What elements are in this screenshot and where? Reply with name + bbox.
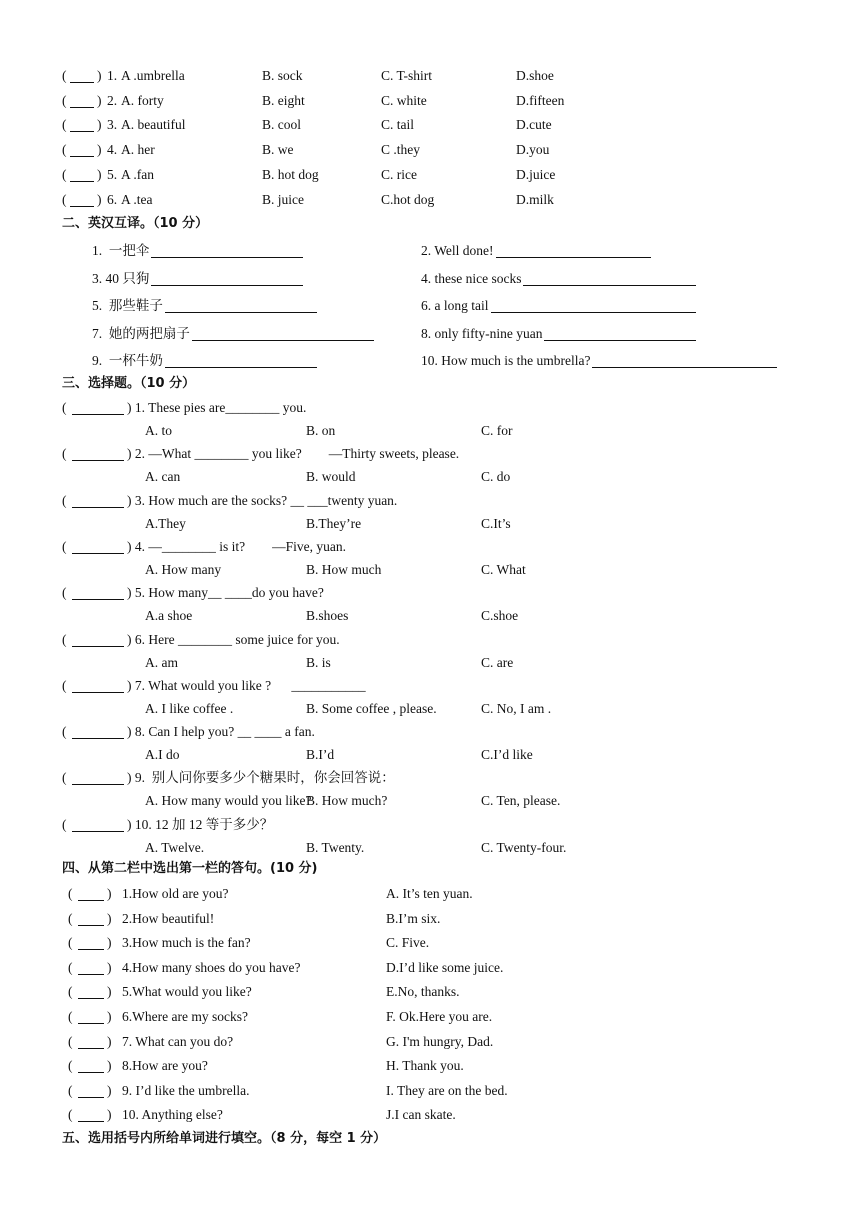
option-c: C.I’d like [481,747,533,762]
answer-bracket-open: ( [68,984,73,999]
answer-bracket-open: ( [62,539,67,554]
question: 3.How much is the fan? [122,935,251,950]
answer-bracket-close: ) [97,68,102,83]
answer-bracket-open: ( [68,960,73,975]
answer-bracket-close: ) [107,1034,112,1049]
answer-option: I. They are on the bed. [386,1083,508,1098]
answer-bracket-open: ( [68,1058,73,1073]
translation-prompt: 9. 一杯牛奶 [92,353,163,368]
option-c: C. do [481,469,511,484]
question-number: 6. [107,192,118,207]
option-b: B. sock [262,68,303,83]
translation-blank[interactable] [544,326,696,341]
answer-bracket-open: ( [62,167,67,182]
option-a: A. forty [121,93,164,108]
question-number: 2. [107,93,118,108]
answer-blank[interactable] [72,539,124,554]
translation-prompt: 10. How much is the umbrella? [421,353,591,368]
answer-bracket-open: ( [62,724,67,739]
answer-bracket-open: ( [62,493,67,508]
option-d: D.shoe [516,68,554,83]
option-a: A. to [145,423,172,438]
option-c: C. for [481,423,513,438]
answer-blank[interactable] [72,400,124,415]
option-c: C. Twenty-four. [481,840,567,855]
answer-blank[interactable] [70,68,94,83]
option-c: C. rice [381,167,417,182]
translation-prompt: 8. only fifty-nine yuan [421,326,543,341]
question-text: ) 8. Can I help you? __ ____ a fan. [127,724,315,739]
option-c: C. T-shirt [381,68,433,83]
option-a: A. beautiful [121,117,186,132]
option-a: A .tea [121,192,153,207]
answer-blank[interactable] [72,493,124,508]
question-text: ) 4. —________ is it? —Five, yuan. [127,539,346,554]
answer-bracket-close: ) [107,1083,112,1098]
option-b: B. How much [306,562,382,577]
answer-bracket-open: ( [68,886,73,901]
option-b: B.They’re [306,516,362,531]
answer-bracket-close: ) [97,192,102,207]
translation-prompt: 2. Well done! [421,243,494,258]
answer-blank[interactable] [78,935,104,950]
option-b: B. hot dog [262,167,319,182]
question-number: 1. [107,68,118,83]
option-a: A.I do [145,747,180,762]
option-a: A .umbrella [121,68,185,83]
translation-prompt: 3. 40 只狗 [92,271,150,286]
translation-blank[interactable] [151,271,303,286]
question: 6.Where are my socks? [122,1009,248,1024]
answer-blank[interactable] [70,192,94,207]
answer-bracket-open: ( [62,632,67,647]
section-2-title: 二、英汉互译。（10 分） [62,216,209,231]
answer-blank[interactable] [78,960,104,975]
answer-option: G. I'm hungry, Dad. [386,1034,494,1049]
option-b: B.I’d [306,747,335,762]
question-text: ) 10. 12 加 12 等于多少？ [127,817,274,832]
translation-blank[interactable] [192,326,374,341]
option-b: B.shoes [306,608,349,623]
option-d: D.fifteen [516,93,565,108]
option-c: C. tail [381,117,414,132]
answer-blank[interactable] [78,984,104,999]
translation-prompt: 6. a long tail [421,298,489,313]
answer-option: H. Thank you. [386,1058,464,1073]
question-text: ) 3. How much are the socks? __ ___twenty yuan. [127,493,398,508]
answer-option: J.I can skate. [386,1107,456,1122]
option-b: B. juice [262,192,304,207]
answer-bracket-open: ( [68,1009,73,1024]
translation-blank[interactable] [165,298,317,313]
section-5-title: 五、选用括号内所给单词进行填空。（8 分，每空 1 分） [62,1131,387,1146]
answer-bracket-open: ( [62,142,67,157]
option-a: A. How many would you like? [145,793,312,808]
option-c: C. Ten, please. [481,793,561,808]
question: 2.How beautiful! [122,911,215,926]
option-c: C. are [481,655,514,670]
question: 8.How are you? [122,1058,208,1073]
option-b: B. Twenty. [306,840,365,855]
answer-blank[interactable] [72,446,124,461]
question-text: ) 9. 别人问你要多少个糖果时，你会回答说： [127,770,395,785]
answer-bracket-close: ) [107,886,112,901]
answer-bracket-open: ( [62,400,67,415]
answer-blank[interactable] [78,1107,104,1122]
translation-blank[interactable] [491,298,696,313]
answer-blank[interactable] [72,817,124,832]
option-c: C.hot dog [381,192,435,207]
option-a: A.a shoe [145,608,193,623]
answer-blank[interactable] [78,1058,104,1073]
answer-bracket-open: ( [68,935,73,950]
answer-bracket-close: ) [97,93,102,108]
answer-bracket-close: ) [97,117,102,132]
answer-bracket-close: ) [107,960,112,975]
option-a: A. am [145,655,178,670]
translation-blank[interactable] [523,271,696,286]
answer-blank[interactable] [70,142,94,157]
translation-blank[interactable] [151,243,303,258]
answer-bracket-open: ( [62,770,67,785]
section-3-title: 三、选择题。（10 分） [62,376,196,391]
answer-option: D.I’d like some juice. [386,960,504,975]
answer-bracket-open: ( [62,678,67,693]
answer-bracket-close: ) [107,984,112,999]
question-number: 5. [107,167,118,182]
question-text: ) 1. These pies are________ you. [127,400,307,415]
question-number: 4. [107,142,118,157]
answer-bracket-close: ) [107,1107,112,1122]
question: 4.How many shoes do you have? [122,960,301,975]
translation-prompt: 1. 一把伞 [92,243,150,258]
answer-blank[interactable] [78,1009,104,1024]
option-b: B. eight [262,93,305,108]
option-a: A. How many [145,562,222,577]
answer-blank[interactable] [70,93,94,108]
section-4-title: 四、从第二栏中选出第一栏的答句。(10 分) [62,861,318,876]
option-c: C. What [481,562,526,577]
answer-bracket-close: ) [107,1058,112,1073]
option-c: C.shoe [481,608,519,623]
answer-bracket-open: ( [68,1107,73,1122]
answer-bracket-open: ( [68,1034,73,1049]
question-text: ) 2. —What ________ you like? —Thirty sweets, please. [127,446,460,461]
option-a: A.They [145,516,186,531]
answer-bracket-close: ) [97,142,102,157]
answer-blank[interactable] [72,724,124,739]
answer-blank[interactable] [78,1034,104,1049]
translation-blank[interactable] [496,243,651,258]
answer-blank[interactable] [78,886,104,901]
option-b: B. would [306,469,356,484]
translation-prompt: 7. 她的两把扇子 [92,326,190,341]
answer-option: A. It’s ten yuan. [386,886,473,901]
question-text: ) 7. What would you like ? ___________ [127,678,366,693]
answer-option: E.No, thanks. [386,984,460,999]
answer-bracket-close: ) [97,167,102,182]
answer-bracket-close: ) [107,911,112,926]
option-d: D.you [516,142,550,157]
answer-bracket-open: ( [62,585,67,600]
question-text: ) 5. How many__ ____do you have? [127,585,324,600]
option-d: D.milk [516,192,554,207]
answer-blank[interactable] [78,1083,104,1098]
question: 5.What would you like? [122,984,252,999]
answer-blank[interactable] [72,585,124,600]
answer-blank[interactable] [78,911,104,926]
option-a: A. Twelve. [145,840,205,855]
option-d: D.cute [516,117,552,132]
translation-blank[interactable] [592,353,777,368]
option-c: C .they [381,142,420,157]
option-b: B. on [306,423,336,438]
question: 10. Anything else? [122,1107,223,1122]
answer-bracket-open: ( [62,192,67,207]
answer-blank[interactable] [72,770,124,785]
option-b: B. is [306,655,331,670]
answer-bracket-open: ( [62,446,67,461]
answer-option: F. Ok.Here you are. [386,1009,493,1024]
translation-prompt: 5. 那些鞋子 [92,298,163,313]
answer-blank[interactable] [72,678,124,693]
option-b: B. cool [262,117,301,132]
answer-bracket-open: ( [62,817,67,832]
answer-blank[interactable] [72,632,124,647]
option-a: A. I like coffee . [145,701,234,716]
answer-blank[interactable] [70,167,94,182]
option-a: A. can [145,469,181,484]
option-d: D.juice [516,167,556,182]
option-a: A. her [121,142,155,157]
question-text: ) 6. Here ________ some juice for you. [127,632,340,647]
answer-bracket-open: ( [62,117,67,132]
question: 1.How old are you? [122,886,229,901]
answer-bracket-close: ) [107,1009,112,1024]
option-c: C. No, I am . [481,701,552,716]
option-c: C. white [381,93,427,108]
question: 9. I’d like the umbrella. [122,1083,250,1098]
option-b: B. How much? [306,793,388,808]
option-b: B. Some coffee , please. [306,701,437,716]
answer-bracket-open: ( [62,93,67,108]
question-number: 3. [107,117,118,132]
answer-bracket-open: ( [62,68,67,83]
option-b: B. we [262,142,294,157]
answer-bracket-open: ( [68,1083,73,1098]
translation-prompt: 4. these nice socks [421,271,522,286]
option-a: A .fan [121,167,154,182]
answer-bracket-open: ( [68,911,73,926]
answer-option: C. Five. [386,935,430,950]
option-c: C.It’s [481,516,511,531]
answer-bracket-close: ) [107,935,112,950]
answer-option: B.I’m six. [386,911,441,926]
answer-blank[interactable] [70,117,94,132]
translation-blank[interactable] [165,353,317,368]
question: 7. What can you do? [122,1034,234,1049]
